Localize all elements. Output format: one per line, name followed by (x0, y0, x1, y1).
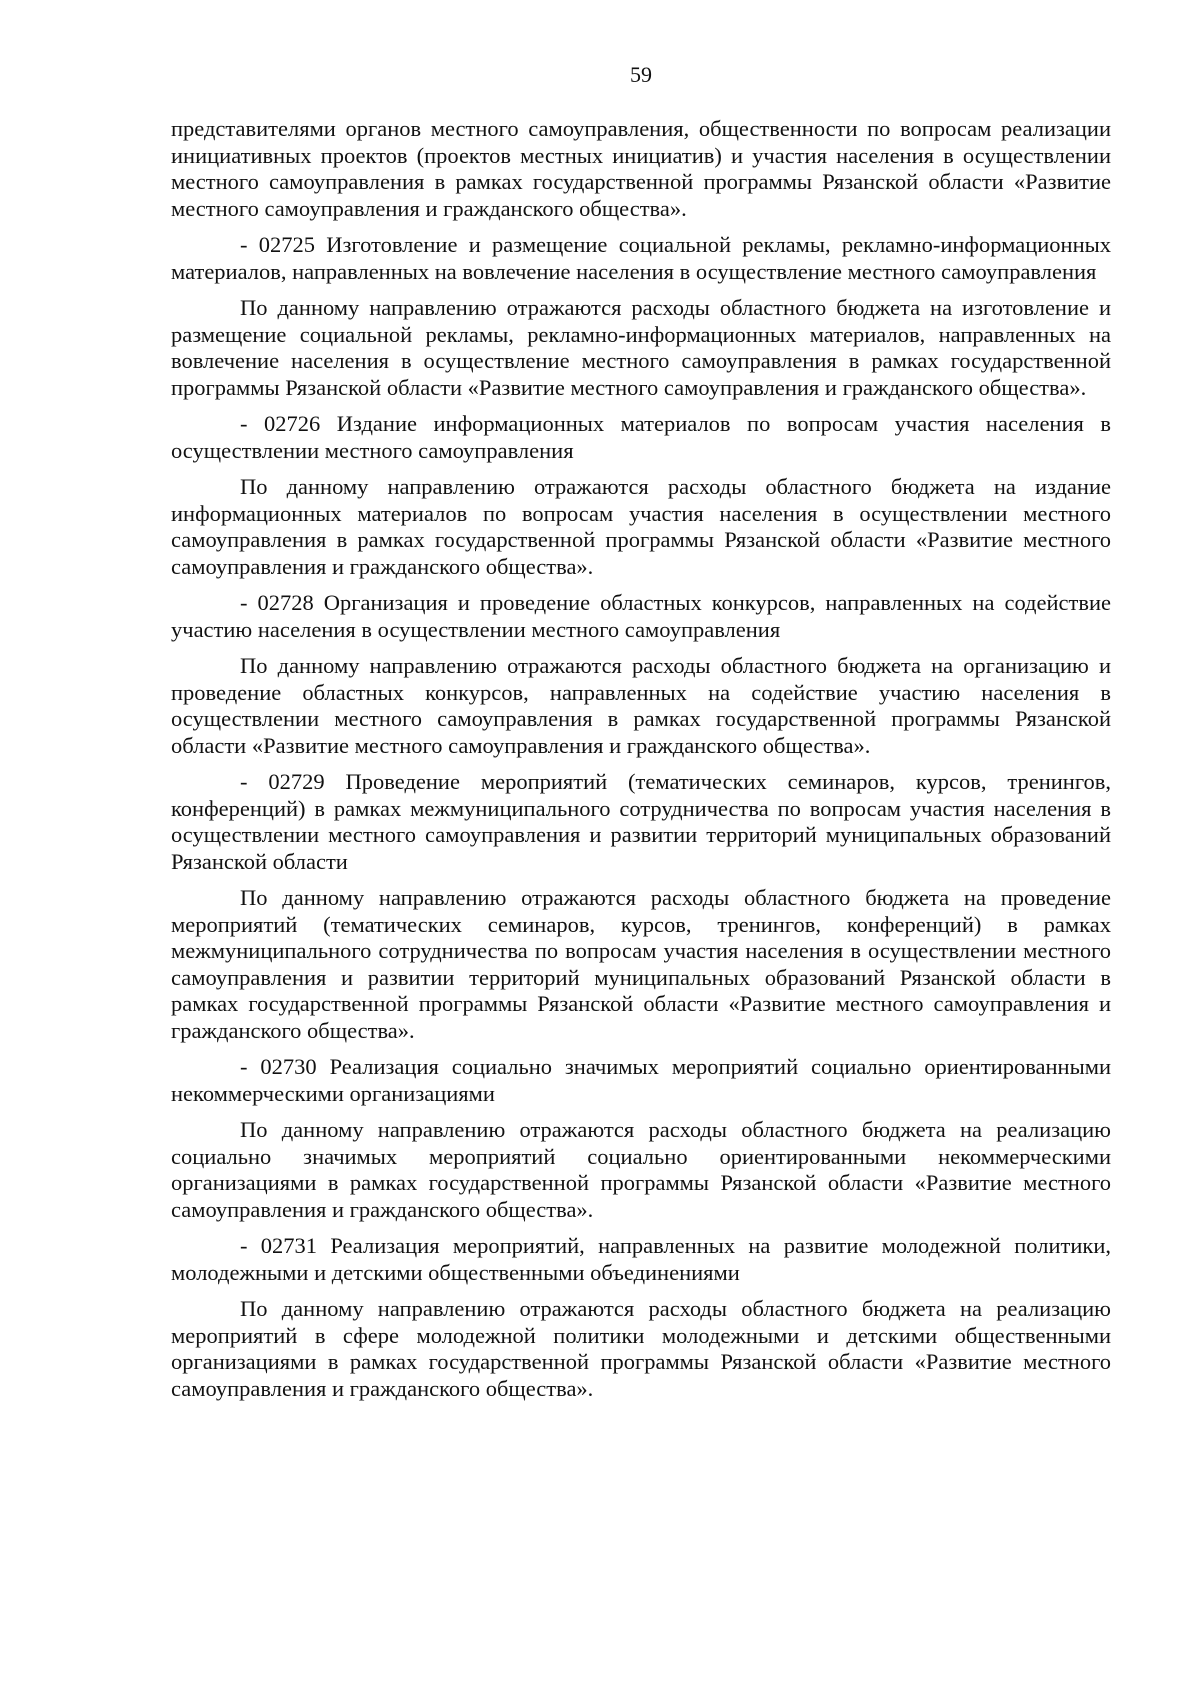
page-number: 59 (630, 62, 652, 87)
paragraph-intro-continuation: представителями органов местного самоуправления, общественности по вопросам реализации инициативных проектов (проектов местных инициатив) и участия населения в осуществлении местного самоуправления в рамках государственной программы Рязанской области «Развитие местного самоуправления и гражданского общества». (171, 116, 1111, 221)
item-heading-02725: - 02725 Изготовление и размещение социальной рекламы, рекламно-информационных материалов, направленных на вовлечение населения в осуществление местного самоуправления (171, 232, 1111, 284)
item-heading-02728: - 02728 Организация и проведение областных конкурсов, направленных на содействие участию населения в осуществлении местного самоуправления (171, 590, 1111, 642)
item-heading-02729: - 02729 Проведение мероприятий (тематических семинаров, курсов, тренингов, конференций) в рамках межмуниципального сотрудничества по вопросам участия населения в осуществлении местного самоуправления и развитии территорий муниципальных образований Рязанской области (171, 769, 1111, 874)
document-page (171, 62, 1111, 1682)
item-description-02726: По данному направлению отражаются расходы областного бюджета на издание информационных материалов по вопросам участия населения в осуществлении местного самоуправления в рамках государственной программы Рязанской области «Развитие местного самоуправления и гражданского общества». (171, 474, 1111, 579)
item-description-02725: По данному направлению отражаются расходы областного бюджета на изготовление и размещение социальной рекламы, рекламно-информационных материалов, направленных на вовлечение населения в осуществление местного самоуправления в рамках государственной программы Рязанской области «Развитие местного самоуправления и гражданского общества». (171, 295, 1111, 400)
item-description-02730: По данному направлению отражаются расходы областного бюджета на реализацию социально значимых мероприятий социально ориентированными некоммерческими организациями в рамках государственной программы Рязанской области «Развитие местного самоуправления и гражданского общества». (171, 1117, 1111, 1222)
item-heading-02731: - 02731 Реализация мероприятий, направленных на развитие молодежной политики, молодежными и детскими общественными объединениями (171, 1233, 1111, 1285)
item-description-02731: По данному направлению отражаются расходы областного бюджета на реализацию мероприятий в сфере молодежной политики молодежными и детскими общественными организациями в рамках государственной программы Рязанской области «Развитие местного самоуправления и гражданского общества». (171, 1296, 1111, 1401)
item-description-02729: По данному направлению отражаются расходы областного бюджета на проведение мероприятий (тематических семинаров, курсов, тренингов, конференций) в рамках межмуниципального сотрудничества по вопросам участия населения в осуществлении местного самоуправления и развитии территорий муниципальных образований Рязанской области в рамках государственной программы Рязанской области «Развитие местного самоуправления и гражданского общества». (171, 885, 1111, 1043)
item-heading-02726: - 02726 Издание информационных материалов по вопросам участия населения в осуществлении местного самоуправления (171, 411, 1111, 463)
item-description-02728: По данному направлению отражаются расходы областного бюджета на организацию и проведение областных конкурсов, направленных на содействие участию населения в осуществлении местного самоуправления в рамках государственной программы Рязанской области «Развитие местного самоуправления и гражданского общества». (171, 653, 1111, 758)
item-heading-02730: - 02730 Реализация социально значимых мероприятий социально ориентированными некоммерческими организациями (171, 1054, 1111, 1106)
